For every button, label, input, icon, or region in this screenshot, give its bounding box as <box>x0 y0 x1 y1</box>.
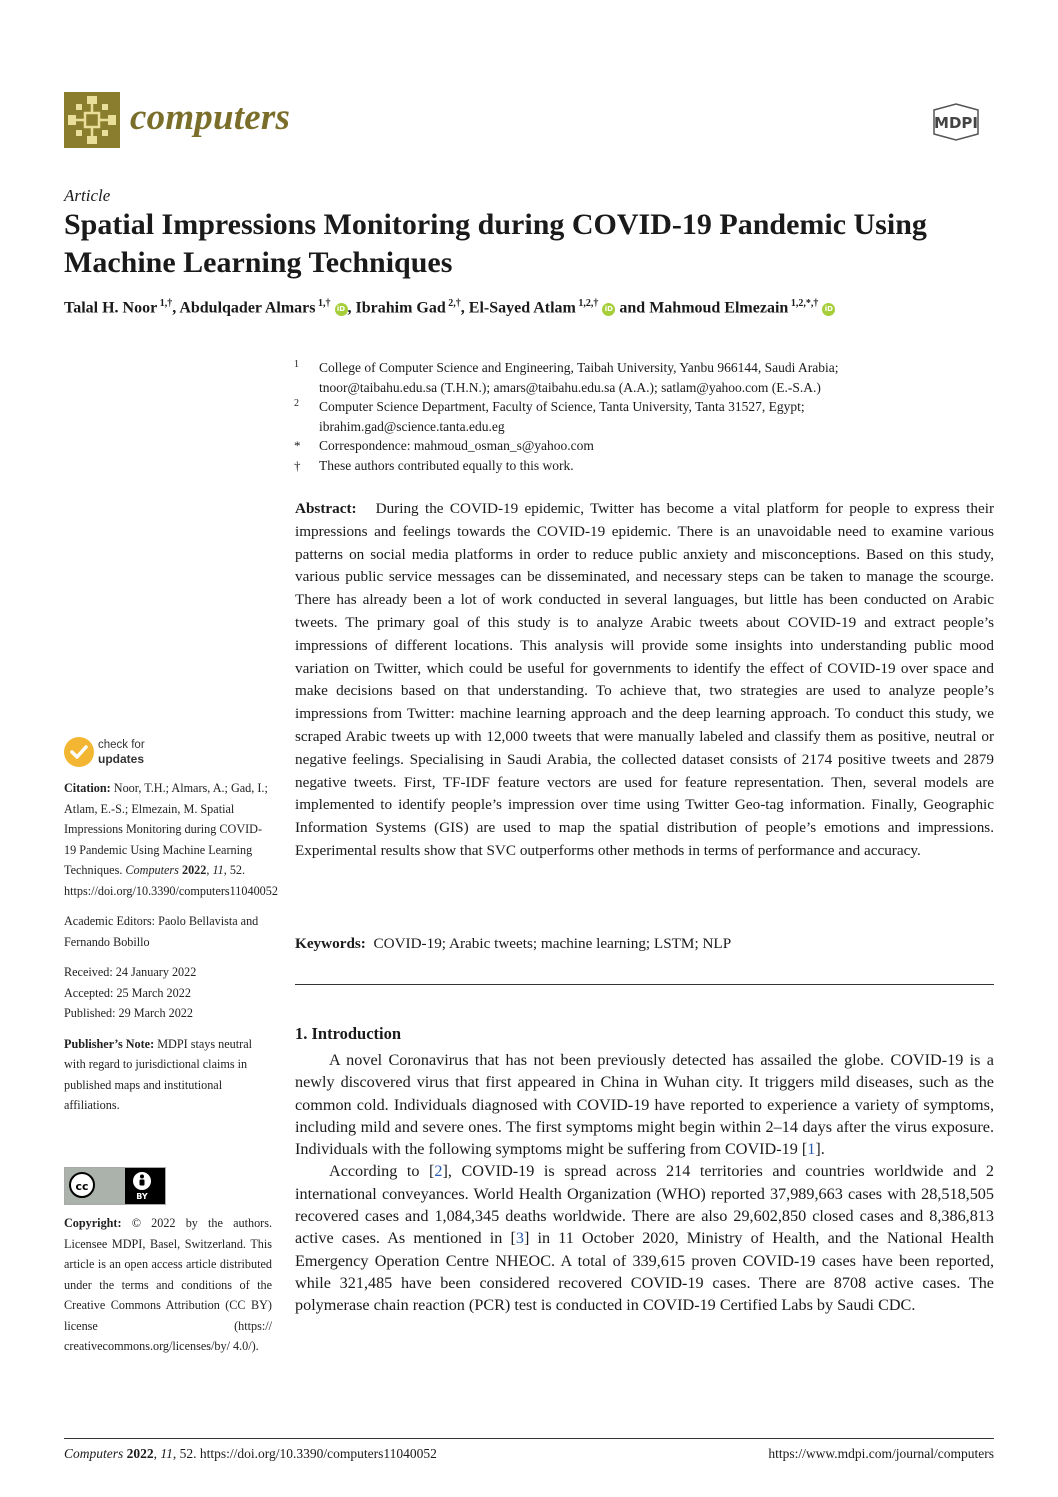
intro-text: A novel Coronavirus that has not been previously detected has assailed the globe. COVID-19 is a newly discovered virus that first appeared in China in Wuhan city. It triggers mild diseases, such as the common cold. Individuals diagnosed with COVID-19 have reported to experience a variety of symptoms, including mild and severe ones. The first symptoms might begin within 2–14 days after the virus exposure. Individuals with the following symptoms might be suffering from COVID-19 [ <box>295 1051 994 1159</box>
citation-link[interactable]: 3 <box>515 1229 524 1248</box>
academic-editors: Academic Editors: Paolo Bellavista and Fernando Bobillo <box>64 914 259 949</box>
intro-paragraph <box>295 1160 994 1316</box>
footer-journal-url[interactable]: https://www.mdpi.com/journal/computers <box>768 1446 994 1461</box>
citation-text: Noor, T.H.; Almars, A.; Gad, I.; Atlam, E.-S.; Elmezain, M. Spatial Impressions Monitoring during COVID-19 Pandemic Using Machine Learning Techniques. <box>64 781 268 877</box>
author-name: Talal H. Noor <box>64 299 158 317</box>
section-heading-introduction: 1. Introduction <box>295 1024 402 1043</box>
citation-link[interactable]: 2 <box>434 1162 443 1181</box>
section-divider <box>295 984 994 985</box>
author-affiliation-mark: 2,† <box>445 298 461 309</box>
affiliation-mark: † <box>294 457 301 473</box>
author-name: El-Sayed Atlam <box>468 299 576 317</box>
author-separator: and <box>615 299 650 317</box>
check-updates-label-1: check for <box>98 739 145 751</box>
attribution-icon <box>131 1170 153 1192</box>
keywords-text: COVID-19; Arabic tweets; machine learning; LSTM; NLP <box>373 935 732 952</box>
keywords-label: Keywords: <box>295 935 366 952</box>
orcid-icon[interactable]: iD <box>335 303 348 316</box>
intro-text: According to [ <box>329 1162 435 1181</box>
author-list <box>64 298 1004 317</box>
affiliation-item <box>294 397 994 436</box>
publisher-note-text: MDPI stays neutral with regard to jurisdictional claims in published maps and institutional affiliations. <box>64 1036 252 1112</box>
copyright-text: © 2022 by the authors. Licensee MDPI, Basel, Switzerland. This article is an open access article distributed under the terms and conditions of the Creative Commons Attribution (CC BY) license (https:// creativecommons.org/licenses/by/ 4.0/). <box>64 1216 273 1353</box>
abstract <box>295 498 994 863</box>
publisher-note <box>64 1034 274 1116</box>
affiliation-item <box>294 358 994 397</box>
check-updates-label-2: updates <box>98 752 145 766</box>
abstract-text: During the COVID-19 epidemic, Twitter has become a vital platform for people to express their impressions and feelings towards the COVID-19 epidemic. There is an unavoidable need to examine various patterns on social media platforms in order to reduce public anxiety and misconceptions. Based on this study, various public service messages can be disseminated, and necessary steps can be taken to manage the scourge. There has already been a lot of work conducted in several languages, but little has been conducted on Arabic tweets. The primary goal of this study is to analyze Arabic tweets about COVID-19 and extract people’s impressions of different locations. This analysis will provide some insights into understanding public mood variation on Twitter, which could be useful for governments to identify the effect of COVID-19 over space and make decisions based on that understanding. To achieve that, two strategies are used to analyze people’s impressions from Twitter: machine learning approach and the deep learning approach. To conduct this study, we scraped Arabic tweets up with 12,000 tweets that were manually labeled and classify them as positive, neutral or negative feelings. Specialising in Saudi Arabia, the collected dataset consists of 2174 positive tweets and 2879 negative tweets. First, TF-IDF feature vectors are used for feature representation. Then, several models are implemented to identify people’s impression over time using Twitter Geo-tag information. Finally, Geographic Information Systems (GIS) are used to map the spatial distribution of people’s emotions and impressions. Experimental results show that SVC outperforms other methods in terms of performance and accuracy. <box>295 500 994 859</box>
author-affiliation-mark: 1,2,† <box>575 298 599 309</box>
affiliation-item <box>294 456 994 476</box>
author-name: Ibrahim Gad <box>355 299 446 317</box>
copyright-label: Copyright: <box>64 1216 122 1230</box>
footer-year: 2022 <box>126 1446 154 1461</box>
citation: Citation: Noor, T.H.; Almars, A.; Gad, I.; Atlam, E.-S.; Elmezain, M. Spatial Impressions Monitoring during COVID-19 Pandemic Using Machine Learning Techniques. Computers 2022, 11, 52. https://doi.org/10.3390/computers11040052 <box>64 781 278 898</box>
sidebar-info <box>64 778 278 1126</box>
citation-volume: 11 <box>212 863 224 877</box>
affiliation-line: College of Computer Science and Engineering, Taibah University, Yanbu 966144, Saudi Arabia; <box>319 360 839 375</box>
citation-link[interactable]: 1 <box>807 1140 816 1159</box>
introduction-body <box>295 1049 994 1317</box>
accepted-date: Accepted: 25 March 2022 <box>64 985 191 1000</box>
orcid-icon[interactable]: iD <box>602 303 615 316</box>
affiliation-line: Correspondence: mahmoud_osman_s@yahoo.com <box>319 438 594 453</box>
affiliations <box>294 358 994 475</box>
check-updates-icon <box>64 737 94 767</box>
author-affiliation-mark: 1,† <box>157 298 173 309</box>
citation-label: Citation: <box>64 781 111 795</box>
footer-doi[interactable]: , 52. https://doi.org/10.3390/computers11040052 <box>172 1446 437 1461</box>
author-name: Mahmoud Elmezain <box>649 299 789 317</box>
affiliation-item <box>294 436 994 456</box>
citation-doi[interactable]: , 52. https://doi.org/10.3390/computers11040052 <box>64 863 278 898</box>
cc-icon: cc <box>69 1172 95 1198</box>
journal-logo-icon <box>64 92 120 148</box>
mdpi-logo-icon <box>918 103 994 141</box>
received-date: Received: 24 January 2022 <box>64 965 197 979</box>
intro-text: ] in 11 October 2020, Ministry of Health, and the National Health Emergency Operation Centre NHEOC. A total of 339,615 proven COVID-19 cases have been reported, while 321,485 have been considered recovered COVID-19 cases. There are 8708 active cases. The polymerase chain reaction (PCR) test is conducted in COVID-19 Certified Labs by Saudi CDC. <box>295 1229 994 1315</box>
affiliation-line: Computer Science Department, Faculty of Science, Tanta University, Tanta 31527, Egypt; <box>319 399 805 414</box>
abstract-label: Abstract: <box>295 500 357 517</box>
affiliation-mark: * <box>294 438 301 453</box>
article-type: Article <box>64 186 111 205</box>
keywords <box>295 935 994 953</box>
affiliation-mark: 2 <box>294 398 299 409</box>
author-separator: , <box>460 299 469 317</box>
by-label: BY <box>136 1192 148 1201</box>
copyright <box>64 1213 272 1357</box>
citation-year: 2022 <box>181 863 207 877</box>
author-affiliation-mark: 1,2,*,† <box>788 298 819 309</box>
author-affiliation-mark: 1,† <box>315 298 331 309</box>
intro-paragraph <box>295 1049 994 1160</box>
cc-by-license-icon[interactable] <box>64 1167 166 1205</box>
published-date: Published: 29 March 2022 <box>64 1006 193 1020</box>
author-separator: , <box>347 299 356 317</box>
citation-journal: Computers <box>125 863 179 877</box>
affiliation-line: tnoor@taibahu.edu.sa (T.H.N.); amars@taibahu.edu.sa (A.A.); satlam@yahoo.com (E.-S.A.) <box>319 379 821 395</box>
journal-name: computers <box>130 97 291 138</box>
publisher-note-label: Publisher’s Note: <box>64 1036 155 1051</box>
footer-divider <box>64 1438 994 1439</box>
author-name: Abdulqader Almars <box>179 299 316 317</box>
affiliation-line: These authors contributed equally to this work. <box>319 457 574 473</box>
orcid-icon[interactable]: iD <box>822 303 835 316</box>
mdpi-logo-text: MDPI <box>934 114 978 132</box>
intro-text: ], COVID-19 is spread across 214 territories and countries worldwide and 2 international conveyances. World Health Organization (WHO) reported 37,989,663 cases with 28,518,505 recovered cases and 1,084,345 deaths worldwide. There are also 29,602,850 closed cases and 8,386,813 active cases. As mentioned in [ <box>295 1162 994 1248</box>
footer-volume: 11 <box>160 1446 173 1461</box>
affiliation-line: ibrahim.gad@science.tanta.edu.eg <box>319 418 505 434</box>
affiliation-mark: 1 <box>294 359 299 370</box>
footer-citation: Computers 2022, 11, 52. https://doi.org/10.3390/computers11040052 <box>64 1446 437 1461</box>
check-for-updates-button[interactable] <box>64 736 164 770</box>
author-separator: , <box>172 299 180 317</box>
intro-text: ]. <box>815 1140 825 1159</box>
footer-journal: Computers <box>64 1446 124 1461</box>
article-title: Spatial Impressions Monitoring during COVID-19 Pandemic Using Machine Learning Techniques <box>64 208 927 279</box>
